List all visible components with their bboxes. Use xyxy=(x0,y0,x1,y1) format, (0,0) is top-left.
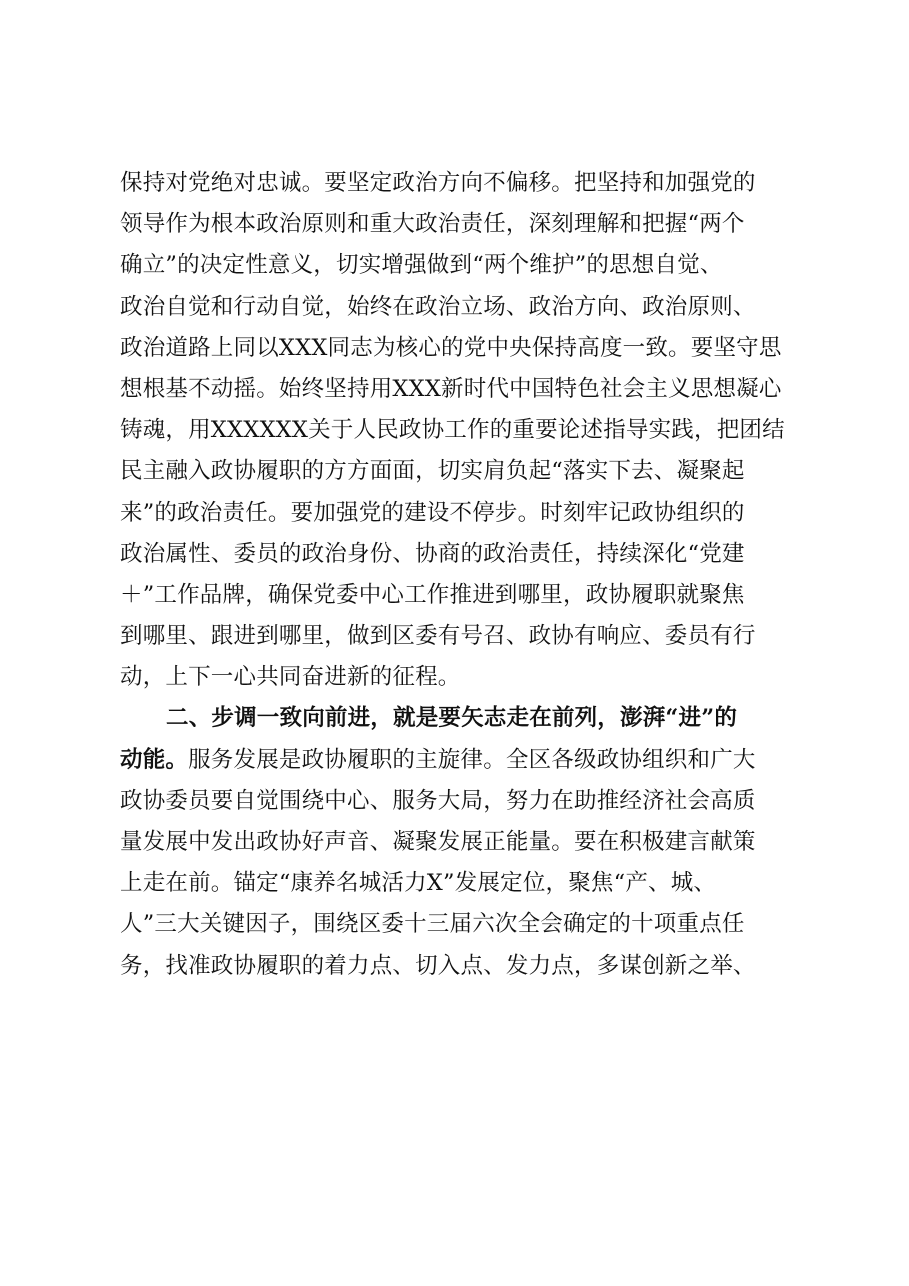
text-line: ＋”工作品牌，确保党委中心工作推进到哪里，政协履职就聚焦 xyxy=(120,581,745,608)
text-line: 铸魂，用XXXXXX关于人民政协工作的重要论述指导实践，把团结 xyxy=(120,417,785,444)
paragraph-2 xyxy=(120,698,810,986)
paragraph-1 xyxy=(120,163,810,698)
text-line: 民主融入政协履职的方方面面，切实肩负起“落实下去、凝聚起 xyxy=(120,458,745,485)
text-line: 政治自觉和行动自觉，始终在政治立场、政治方向、政治原则、 xyxy=(120,293,756,320)
document-body xyxy=(120,163,810,987)
text-line: 领导作为根本政治原则和重大政治责任，深刻理解和把握“两个 xyxy=(120,211,745,238)
text-line: 政协委员要自觉围绕中心、服务大局，努力在助推经济社会高质 xyxy=(120,787,756,814)
text-line: 上走在前。锚定“康养名城活力X”发展定位，聚焦“产、城、 xyxy=(120,870,717,897)
text-line: 来”的政治责任。要加强党的建设不停步。时刻牢记政协组织的 xyxy=(120,499,745,526)
text-line: 到哪里、跟进到哪里，做到区委有号召、政协有响应、委员有行 xyxy=(120,623,756,650)
text-line: 保持对党绝对忠诚。要坚定政治方向不偏移。把坚持和加强党的 xyxy=(120,170,756,196)
text-line: 人”三大关键因子，围绕区委十三届六次全会确定的十项重点任 xyxy=(120,911,745,938)
text-line xyxy=(120,740,810,781)
text-line: 量发展中发出政协好声音、凝聚发展正能量。要在积极建言献策 xyxy=(120,829,756,855)
text-line: 务，找准政协履职的着力点、切入点、发力点，多谋创新之举、 xyxy=(120,952,756,979)
text-line: 政治属性、委员的政治身份、协商的政治责任，持续深化“党建 xyxy=(120,540,745,567)
text-line: 确立”的决定性意义，切实增强做到“两个维护”的思想自觉、 xyxy=(120,252,723,279)
text-line: 政治道路上同以XXX同志为核心的党中央保持高度一致。要坚守思 xyxy=(120,334,782,361)
section-heading-end: 动能。 xyxy=(120,746,189,773)
text-line: 动，上下一心共同奋进新的征程。 xyxy=(120,664,461,691)
text-line: 想根基不动摇。始终坚持用XXX新时代中国特色社会主义思想凝心 xyxy=(120,375,782,402)
section-heading: 二、步调一致向前进，就是要矢志走在前列，澎湃“进”的 xyxy=(166,705,738,732)
text-segment: 服务发展是政协履职的主旋律。全区各级政协组织和广大 xyxy=(188,746,756,773)
